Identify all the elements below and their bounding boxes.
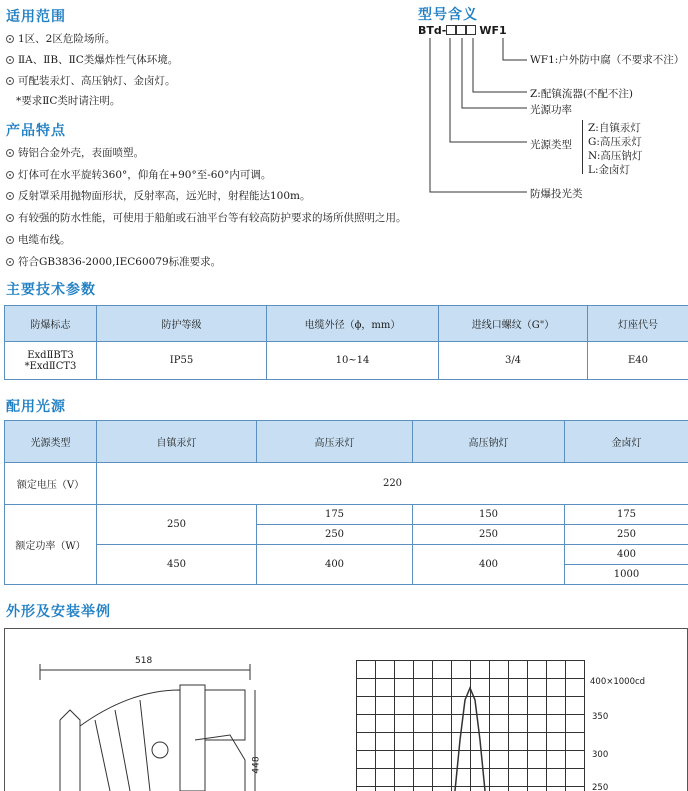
power-cell: 175 (565, 505, 688, 525)
curve-unit: 400×1000cd (590, 677, 646, 687)
scope-item: ⅡA、ⅡB、ⅡC类爆炸性气体环境。 (6, 53, 178, 67)
model-desc-type: 光源类型 (530, 139, 572, 151)
params-header: 进线口螺纹（G"） (439, 306, 588, 342)
feature-item: 铸铝合金外壳，表面喷塑。 (6, 146, 144, 160)
power-cell: 150 (413, 505, 565, 525)
model-desc-wf1: WF1:户外防中腐（不要求不注） (530, 54, 685, 66)
model-type: L:金卤灯 (588, 164, 631, 176)
light-header: 自镇汞灯 (97, 421, 257, 463)
dim-height: 448 (251, 756, 262, 774)
model-desc-series: 防爆投光类 (530, 188, 583, 200)
curve-tick: 250 (592, 783, 609, 791)
bullet-icon (6, 192, 14, 200)
power-label: 额定功率（W） (5, 505, 97, 585)
params-header: 防护等级 (97, 306, 267, 342)
bullet-icon (6, 236, 14, 244)
bullet-icon (6, 35, 14, 43)
params-mark-cell: ExdⅡBT3 *ExdⅡCT3 (5, 342, 97, 380)
scope-item: 可配装汞灯、高压钠灯、金卤灯。 (6, 74, 176, 88)
feature-item: 反射罩采用抛物面形状，反射率高，远光时，射程能达100m。 (6, 189, 311, 203)
light-header: 金卤灯 (565, 421, 688, 463)
voltage-value: 220 (97, 463, 688, 505)
model-leader-lines (415, 30, 535, 200)
distribution-curve (356, 660, 586, 791)
light-header: 光源类型 (5, 421, 97, 463)
feature-item: 有较强的防水性能，可使用于船舶或石油平台等有较高防护要求的场所供照明之用。 (6, 211, 407, 225)
power-cell: 250 (413, 525, 565, 545)
power-cell: 250 (565, 525, 688, 545)
params-header: 灯座代号 (588, 306, 688, 342)
params-header: 电缆外径（ϕ，mm） (267, 306, 439, 342)
model-code: BTd- WF1 (418, 24, 507, 37)
bullet-icon (6, 171, 14, 179)
model-type: N:高压钠灯 (588, 150, 643, 162)
features-title: 产品特点 (6, 123, 66, 139)
scope-item: 1区、2区危险场所。 (6, 32, 115, 46)
power-cell: 1000 (565, 565, 688, 585)
params-title: 主要技术参数 (6, 282, 96, 298)
power-cell: 450 (97, 545, 257, 585)
model-desc-power: 光源功率 (530, 104, 572, 116)
light-table (4, 420, 688, 585)
feature-item: 电缆布线。 (6, 233, 71, 247)
bullet-icon (6, 149, 14, 157)
curve-tick: 350 (592, 712, 609, 722)
power-cell: 400 (413, 545, 565, 585)
feature-item: 灯体可在水平旋转360°，仰角在+90°至-60°内可调。 (6, 168, 271, 182)
bullet-icon (6, 214, 14, 222)
power-cell: 400 (257, 545, 413, 585)
power-cell: 400 (565, 545, 688, 565)
params-ip-cell: IP55 (97, 342, 267, 380)
model-title: 型号含义 (418, 7, 478, 23)
curve-tick: 300 (592, 750, 609, 760)
light-title: 配用光源 (6, 399, 66, 415)
lamp-outline-drawing (20, 650, 280, 791)
feature-item: 符合GB3836-2000,IEC60079标准要求。 (6, 255, 221, 269)
install-title: 外形及安装举例 (6, 604, 111, 620)
params-socket-cell: E40 (588, 342, 688, 380)
params-header: 防爆标志 (5, 306, 97, 342)
dim-width: 518 (135, 656, 153, 666)
light-header: 高压钠灯 (413, 421, 565, 463)
power-cell: 250 (97, 505, 257, 545)
model-desc-z: Z:配镇流器(不配不注) (530, 88, 634, 100)
bullet-icon (6, 56, 14, 64)
voltage-label: 额定电压（V） (5, 463, 97, 505)
light-header: 高压汞灯 (257, 421, 413, 463)
params-thread-cell: 3/4 (439, 342, 588, 380)
model-type: G:高压汞灯 (588, 136, 642, 148)
scope-title: 适用范围 (6, 9, 66, 25)
scope-note: *要求ⅡC类时请注明。 (16, 95, 121, 107)
bullet-icon (6, 77, 14, 85)
model-type: Z:自镇汞灯 (588, 122, 641, 134)
type-bracket (582, 120, 586, 174)
params-cable-cell: 10~14 (267, 342, 439, 380)
bullet-icon (6, 258, 14, 266)
params-table (4, 305, 688, 380)
power-cell: 250 (257, 525, 413, 545)
power-cell: 175 (257, 505, 413, 525)
